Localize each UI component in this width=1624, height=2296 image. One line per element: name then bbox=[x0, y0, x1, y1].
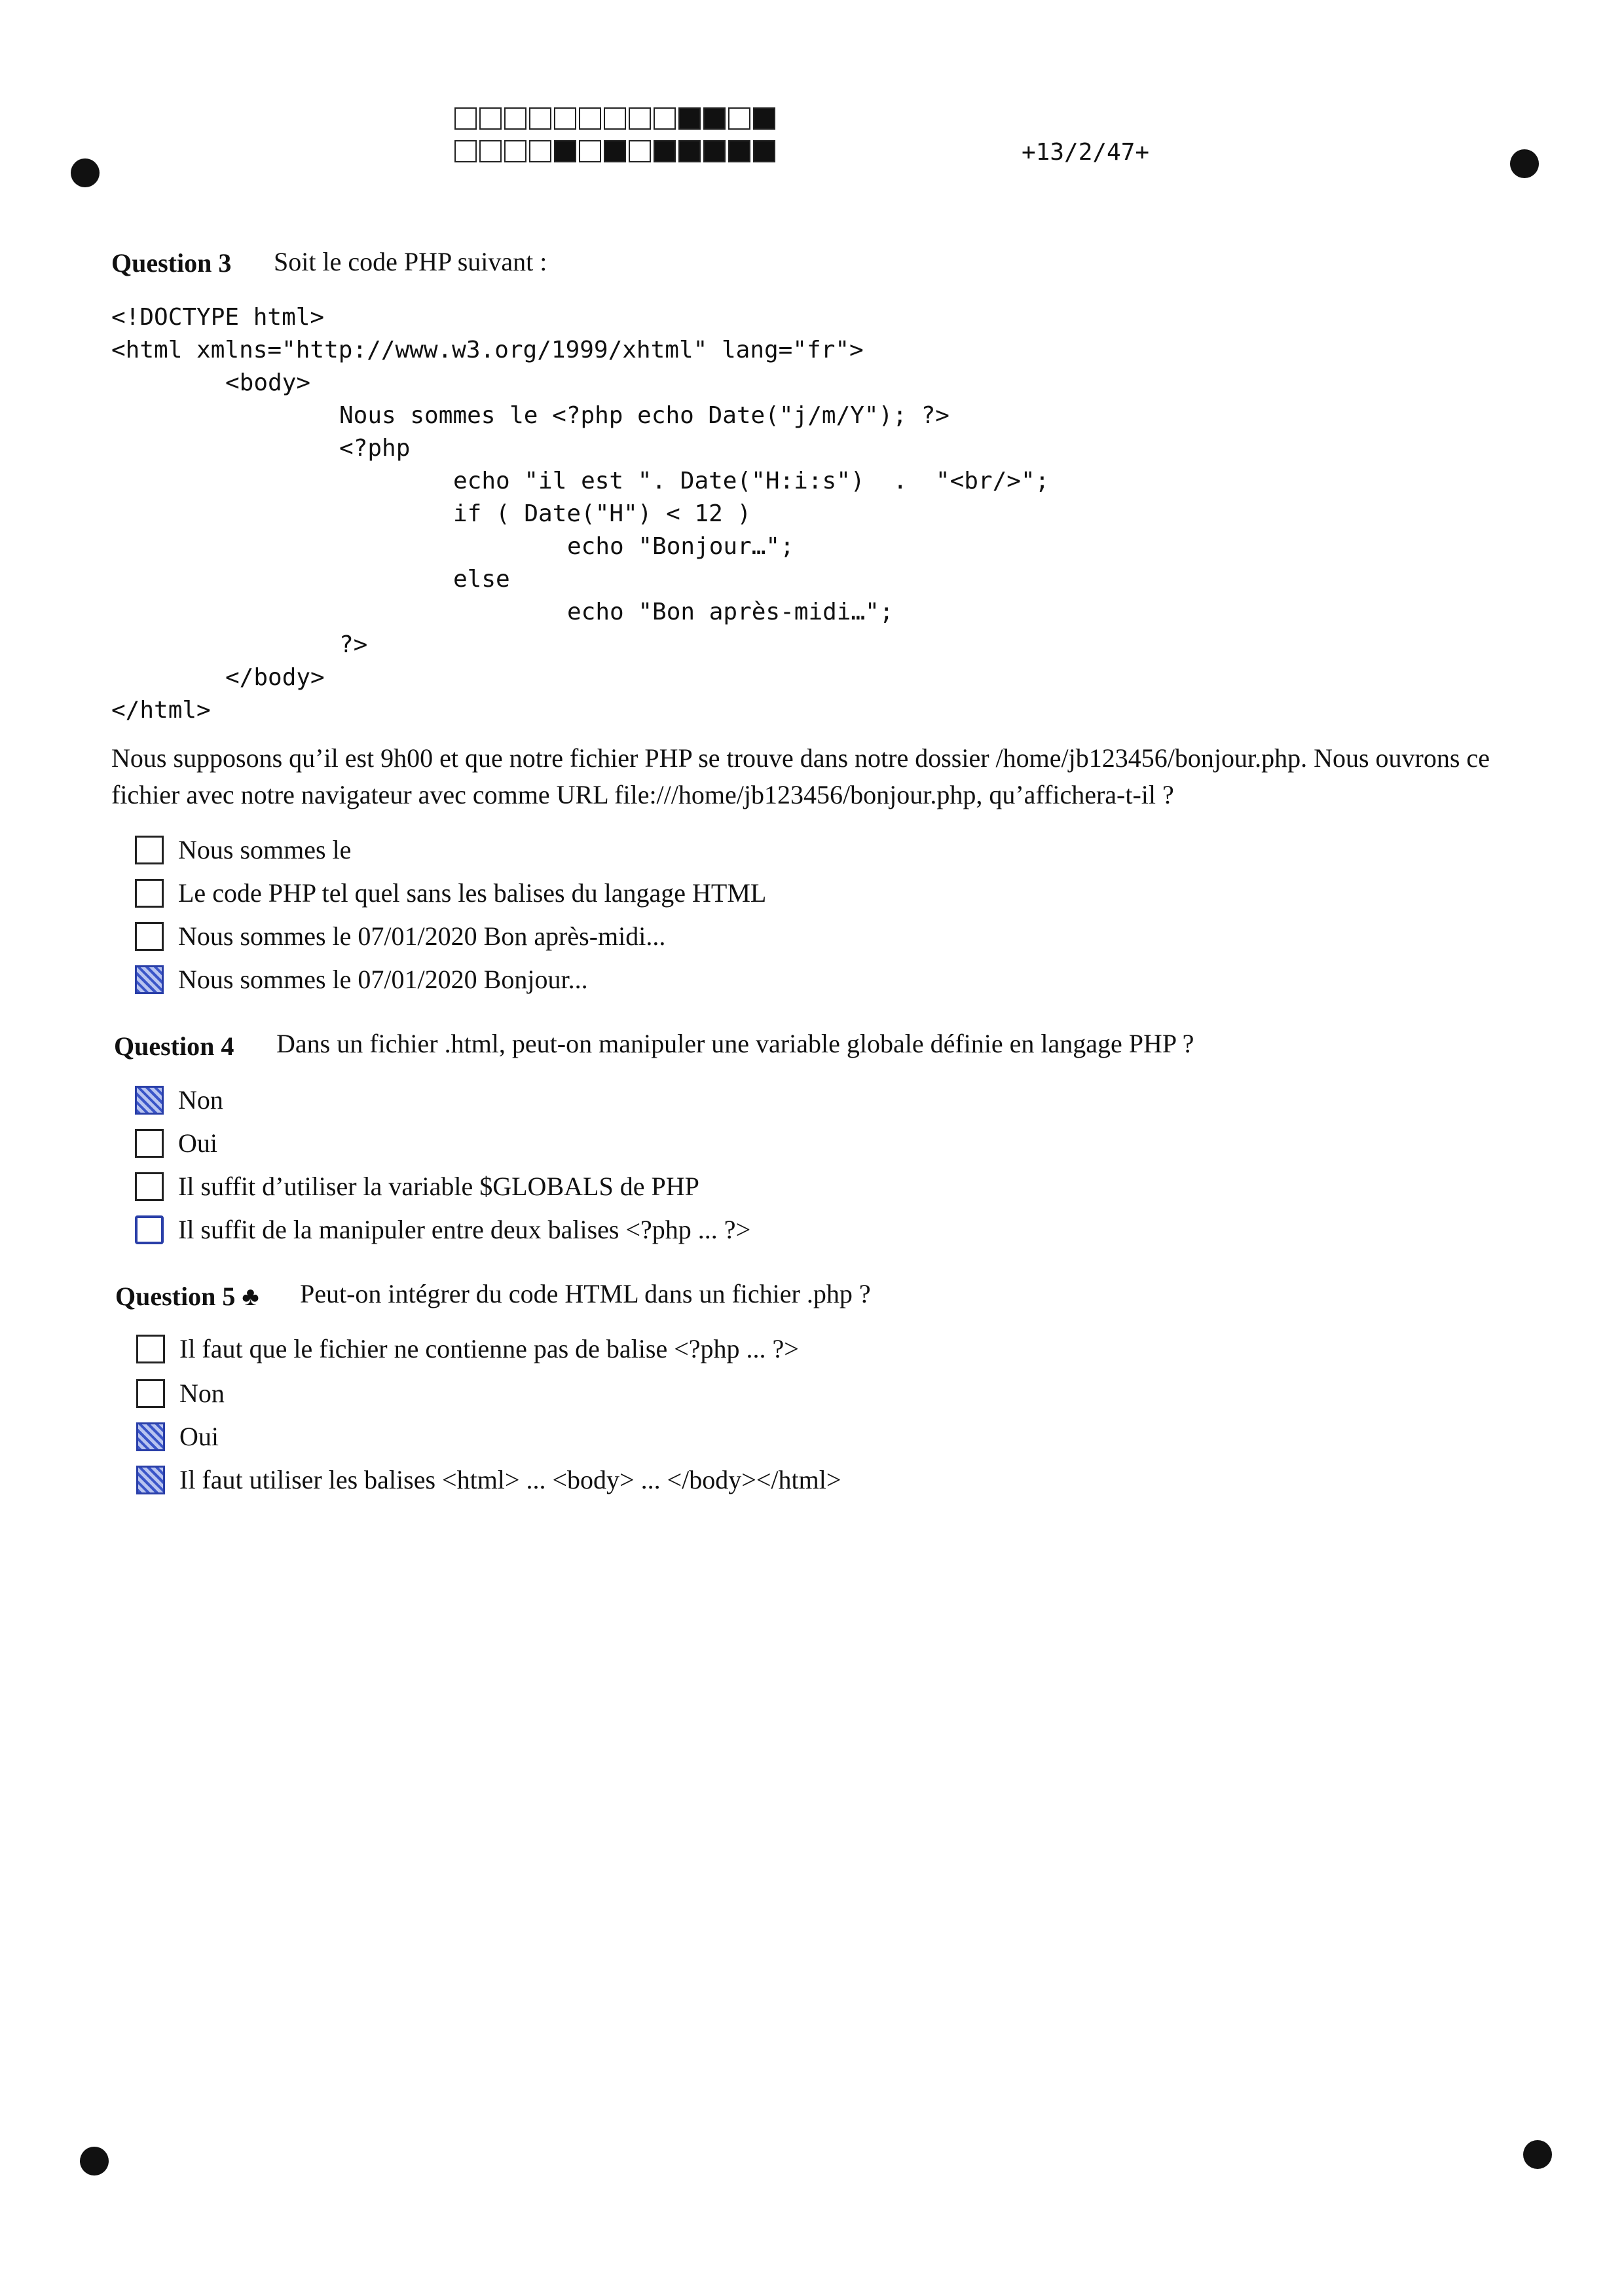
question-5-option-4[interactable] bbox=[136, 1464, 841, 1495]
code-cell-empty bbox=[654, 107, 676, 130]
code-line: echo "il est ". Date("H:i:s") . "<br/>"; bbox=[453, 468, 1050, 494]
option-label: Oui bbox=[178, 1128, 217, 1158]
checkbox[interactable] bbox=[135, 1129, 164, 1158]
code-cell-filled bbox=[728, 140, 750, 162]
checkbox-checked[interactable] bbox=[135, 1086, 164, 1115]
question-3-title: Question 3 bbox=[111, 248, 232, 278]
code-cell-filled bbox=[753, 140, 775, 162]
question-5-text: Peut-on intégrer du code HTML dans un fichier .php ? bbox=[300, 1279, 871, 1308]
code-cell-empty bbox=[629, 107, 651, 130]
question-4-option-2[interactable] bbox=[135, 1128, 217, 1158]
code-cell-empty bbox=[479, 140, 502, 162]
code-cell-empty bbox=[529, 107, 551, 130]
code-line: if ( Date("H") < 12 ) bbox=[453, 500, 752, 527]
checkbox[interactable] bbox=[135, 1215, 164, 1244]
option-label: Non bbox=[179, 1379, 225, 1408]
option-label: Il suffit d’utiliser la variable $GLOBALS de PHP bbox=[178, 1172, 699, 1201]
code-line: <?php bbox=[339, 435, 411, 462]
code-cell-empty bbox=[579, 140, 601, 162]
code-cell-empty bbox=[504, 107, 526, 130]
checkbox[interactable] bbox=[135, 922, 164, 951]
code-cell-empty bbox=[504, 140, 526, 162]
checkbox-checked[interactable] bbox=[135, 965, 164, 994]
option-label: Il faut que le fichier ne contienne pas de balise <?php ... ?> bbox=[179, 1334, 799, 1363]
checkbox[interactable] bbox=[135, 879, 164, 908]
code-cell-filled bbox=[554, 140, 576, 162]
question-4-option-4[interactable] bbox=[135, 1214, 750, 1245]
option-label: Nous sommes le bbox=[178, 835, 352, 864]
code-cell-empty bbox=[579, 107, 601, 130]
code-cell-empty bbox=[629, 140, 651, 162]
code-cell-filled bbox=[604, 140, 626, 162]
question-5-option-1[interactable] bbox=[136, 1333, 799, 1364]
registration-mark-top-right bbox=[1510, 149, 1539, 178]
code-line: </html> bbox=[111, 697, 211, 724]
checkbox[interactable] bbox=[135, 1172, 164, 1201]
code-line: </body> bbox=[225, 664, 325, 691]
question-4-option-1[interactable] bbox=[135, 1084, 223, 1115]
code-cell-filled bbox=[703, 107, 726, 130]
code-line: echo "Bonjour…"; bbox=[567, 533, 794, 560]
option-label: Oui bbox=[179, 1422, 219, 1451]
question-4-text: Dans un fichier .html, peut-on manipuler une variable globale définie en langage PHP ? bbox=[276, 1029, 1194, 1058]
registration-mark-top-left bbox=[71, 158, 100, 187]
option-label: Il faut utiliser les balises <html> ... <body> ... </body></html> bbox=[179, 1465, 841, 1494]
question-4-option-3[interactable] bbox=[135, 1171, 699, 1202]
checkbox[interactable] bbox=[136, 1379, 165, 1408]
option-label: Nous sommes le 07/01/2020 Bonjour... bbox=[178, 965, 588, 994]
option-label: Le code PHP tel quel sans les balises du langage HTML bbox=[178, 878, 767, 908]
question-5-title: Question 5 ♣ bbox=[115, 1282, 259, 1311]
code-cell-filled bbox=[678, 140, 701, 162]
code-line: echo "Bon après-midi…"; bbox=[567, 599, 894, 625]
option-label: Non bbox=[178, 1085, 223, 1115]
question-3-text: Soit le code PHP suivant : bbox=[274, 247, 547, 276]
checkbox-checked[interactable] bbox=[136, 1422, 165, 1451]
question-3-option-2[interactable] bbox=[135, 878, 766, 908]
question-5-option-2[interactable] bbox=[136, 1378, 225, 1409]
code-cell-empty bbox=[479, 107, 502, 130]
copy-id: +13/2/47+ bbox=[1022, 139, 1150, 166]
code-cell-empty bbox=[454, 107, 477, 130]
question-3-option-3[interactable] bbox=[135, 921, 665, 952]
code-line: <html xmlns="http://www.w3.org/1999/xhtml" lang="fr"> bbox=[111, 337, 864, 363]
code-cell-filled bbox=[654, 140, 676, 162]
code-cell-empty bbox=[604, 107, 626, 130]
question-3-option-4[interactable] bbox=[135, 964, 588, 995]
code-cell-filled bbox=[753, 107, 775, 130]
code-line: <body> bbox=[225, 369, 311, 396]
code-line: <!DOCTYPE html> bbox=[111, 304, 325, 331]
code-cell-empty bbox=[454, 140, 477, 162]
checkbox-checked[interactable] bbox=[136, 1466, 165, 1494]
code-cell-filled bbox=[678, 107, 701, 130]
code-line: else bbox=[453, 566, 510, 593]
option-label: Il suffit de la manipuler entre deux balises <?php ... ?> bbox=[178, 1215, 751, 1244]
question-3-option-1[interactable] bbox=[135, 834, 351, 865]
code-cell-empty bbox=[554, 107, 576, 130]
question-4-title: Question 4 bbox=[114, 1031, 234, 1061]
checkbox[interactable] bbox=[135, 836, 164, 864]
code-cell-empty bbox=[728, 107, 750, 130]
checkbox[interactable] bbox=[136, 1335, 165, 1363]
question-3-paragraph: Nous supposons qu’il est 9h00 et que notre fichier PHP se trouve dans notre dossier /home/jb123456/bonjour.php. Nous ouvrons ce fichier avec notre navigateur avec comme URL file:///home/jb123456/bonjour.php, qu’affichera-t-il ? bbox=[111, 743, 1490, 809]
code-line: Nous sommes le <?php echo Date("j/m/Y"); ?> bbox=[339, 402, 950, 429]
id-code-row-2 bbox=[454, 140, 778, 164]
registration-mark-bottom-right bbox=[1523, 2140, 1552, 2169]
id-code-row-1 bbox=[454, 107, 778, 131]
code-cell-empty bbox=[529, 140, 551, 162]
code-line: ?> bbox=[339, 631, 368, 658]
option-label: Nous sommes le 07/01/2020 Bon après-midi... bbox=[178, 921, 666, 951]
question-5-option-3[interactable] bbox=[136, 1421, 219, 1452]
code-cell-filled bbox=[703, 140, 726, 162]
registration-mark-bottom-left bbox=[80, 2147, 109, 2176]
